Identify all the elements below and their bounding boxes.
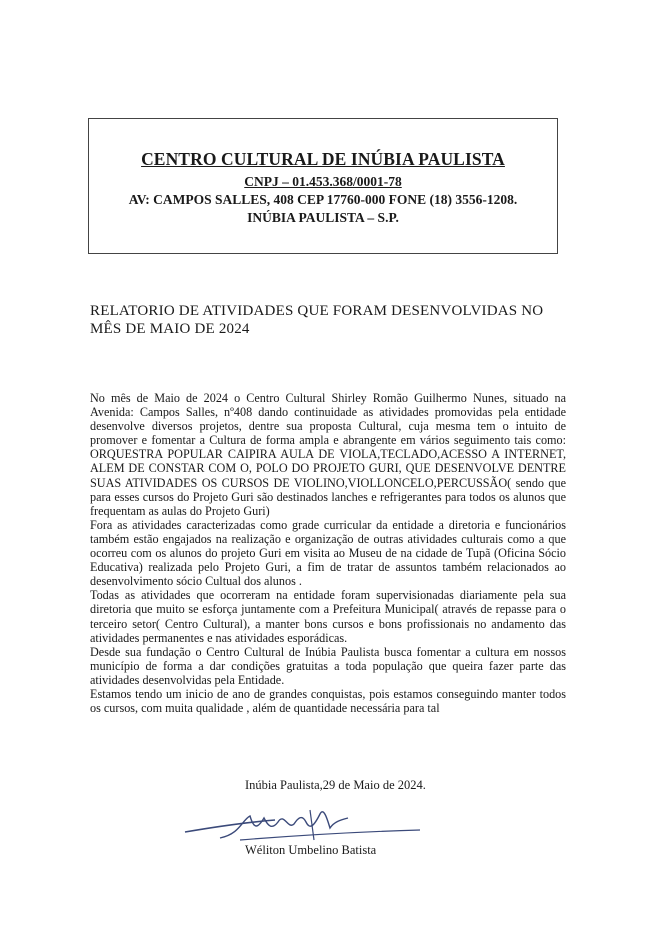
body-paragraph: No mês de Maio de 2024 o Centro Cultural Shirley Romão Guilhermo Nunes, situado na Avenida: Campos Salles, nº408 dando continuidade as atividades promovidas pela entidade desenvolve diversos projetos, dentre sua proposta Cultural, cuja mesma tem o intuito de promover e fomentar a Cultura de forma ampla e abrangente em vários seguimento tais como: ORQUESTRA POPULAR CAIPIRA AULA DE VIOLA,TECLADO,ACESSO A INTERNET, ALEM DE CONSTAR COM O, POLO DO PROJETO GURI, QUE DESENVOLVE DENTRE SUAS ATIVIDADES OS CURSOS DE VIOLINO,VIOLLONCELO,PERCUSSÃO( sendo que para esses cursos do Projeto Guri são destinados lanches e refrigerantes para todos os alunos que frequentam as aulas do Projeto Guri) (90, 391, 566, 518)
body-paragraph: Desde sua fundação o Centro Cultural de Inúbia Paulista busca fomentar a cultura em nossos município de forma a dar condições gratuitas a toda população que queira fazer parte das atividades desenvolvidas pela Entidade. (90, 644, 566, 687)
body-paragraph: Estamos tendo um inicio de ano de grandes conquistas, pois estamos conseguindo manter todos os cursos, com muita qualidade , além de quantidade necessária para tal (90, 686, 566, 716)
city-line: INÚBIA PAULISTA – S.P. (247, 210, 399, 225)
cnpj-line: CNPJ – 01.453.368/0001-78 (244, 174, 402, 189)
body-paragraph: Todas as atividades que ocorreram na entidade foram supervisionadas diariamente pela sua diretoria que muito se esforça juntamente com a Prefeitura Municipal( através de repasse para o terceiro setor( Centro Cultural), a manter bons cursos e bons profissionais no andamento das atividades permanentes e nas atividades esporádicas. (90, 588, 566, 645)
letterhead-box (88, 118, 558, 254)
body-paragraph: Fora as atividades caracterizadas como grade curricular da entidade a diretoria e funcionários também estão engajados na realização e organização de outras atividades culturais como a que ocorreu com os alunos do projeto Guri em visita ao Museu de na cidade de Tupã (Oficina Sócio Educativa) realizada pelo Projeto Guri, a fim de tratar de assuntos também relacionados ao desenvolvimento sócio Cultual dos alunos . (90, 517, 566, 589)
institution-title: CENTRO CULTURAL DE INÚBIA PAULISTA (141, 149, 505, 169)
signer-name: Wéliton Umbelino Batista (245, 843, 377, 857)
report-title: RELATORIO DE ATIVIDADES QUE FORAM DESENVOLVIDAS NO MÊS DE MAIO DE 2024 (90, 303, 544, 337)
date-line: Inúbia Paulista,29 de Maio de 2024. (245, 778, 426, 792)
report-body (90, 391, 566, 715)
address-line: AV: CAMPOS SALLES, 408 CEP 17760-000 FONE (18) 3556-1208. (128, 192, 518, 207)
